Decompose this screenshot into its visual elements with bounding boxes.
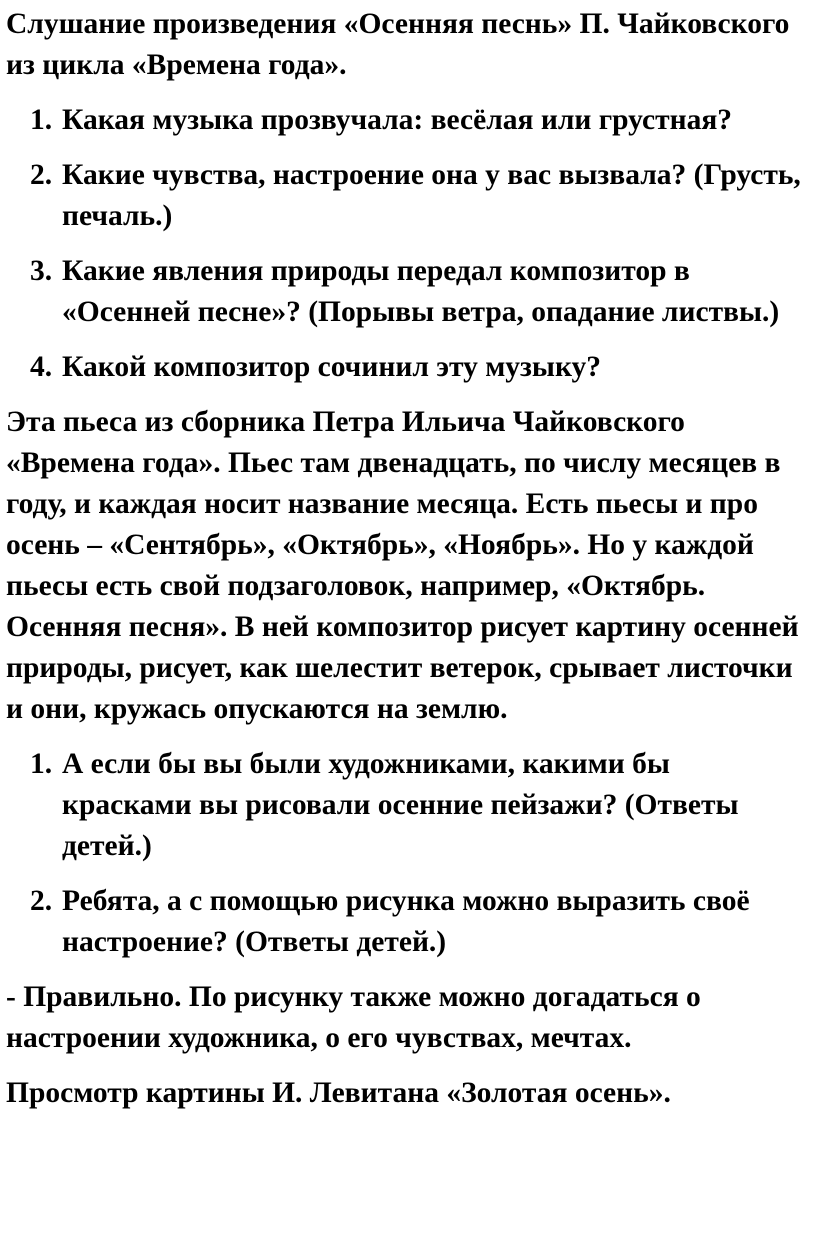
- list-item-number: 2.: [30, 885, 53, 917]
- list-item-text: Какой композитор сочинил эту музыку?: [62, 351, 602, 383]
- list-item-number: 3.: [30, 255, 53, 287]
- list-item: [30, 155, 806, 237]
- question-list-1: [6, 100, 806, 388]
- document-body: [6, 4, 806, 1128]
- list-item-text: Ребята, а с помощью рисунка можно выразить своё настроение? (Ответы детей.): [62, 885, 750, 958]
- list-item-text: Какие чувства, настроение она у вас вызвала? (Грусть, печаль.): [62, 159, 801, 232]
- list-item-number: 4.: [30, 351, 53, 383]
- list-item-number: 1.: [30, 748, 53, 780]
- list-item: [30, 744, 806, 867]
- list-item-text: Какая музыка прозвучала: весёлая или грустная?: [62, 104, 733, 136]
- document-heading: Слушание произведения «Осенняя песнь» П. Чайковского из цикла «Времена года».: [6, 8, 790, 81]
- list-item-number: 2.: [30, 159, 53, 191]
- list-item-text: Какие явления природы передал композитор в «Осенней песне»? (Порывы ветра, опадание листвы.): [62, 255, 780, 328]
- body-paragraph: Эта пьеса из сборника Петра Ильича Чайковского «Времена года». Пьес там двенадцать, по числу месяцев в году, и каждая носит название месяца. Есть пьесы и про осень – «Сентябрь», «Октябрь», «Ноябрь». Но у каждой пьесы есть свой подзаголовок, например, «Октябрь. Осенняя песня». В ней композитор рисует картину осенней природы, рисует, как шелестит ветерок, срывает листочки и они, кружась опускаются на землю.: [6, 406, 799, 725]
- list-item-number: 1.: [30, 104, 53, 136]
- body-paragraph: Просмотр картины И. Левитана «Золотая осень».: [6, 1077, 671, 1109]
- list-item: [30, 347, 806, 388]
- list-item-text: А если бы вы были художниками, какими бы красками вы рисовали осенние пейзажи? (Ответы детей.): [62, 748, 739, 862]
- list-item: [30, 100, 806, 141]
- body-paragraph: - Правильно. По рисунку также можно догадаться о настроении художника, о его чувствах, мечтах.: [6, 981, 701, 1054]
- list-item: [30, 251, 806, 333]
- list-item: [30, 881, 806, 963]
- question-list-2: [6, 744, 806, 963]
